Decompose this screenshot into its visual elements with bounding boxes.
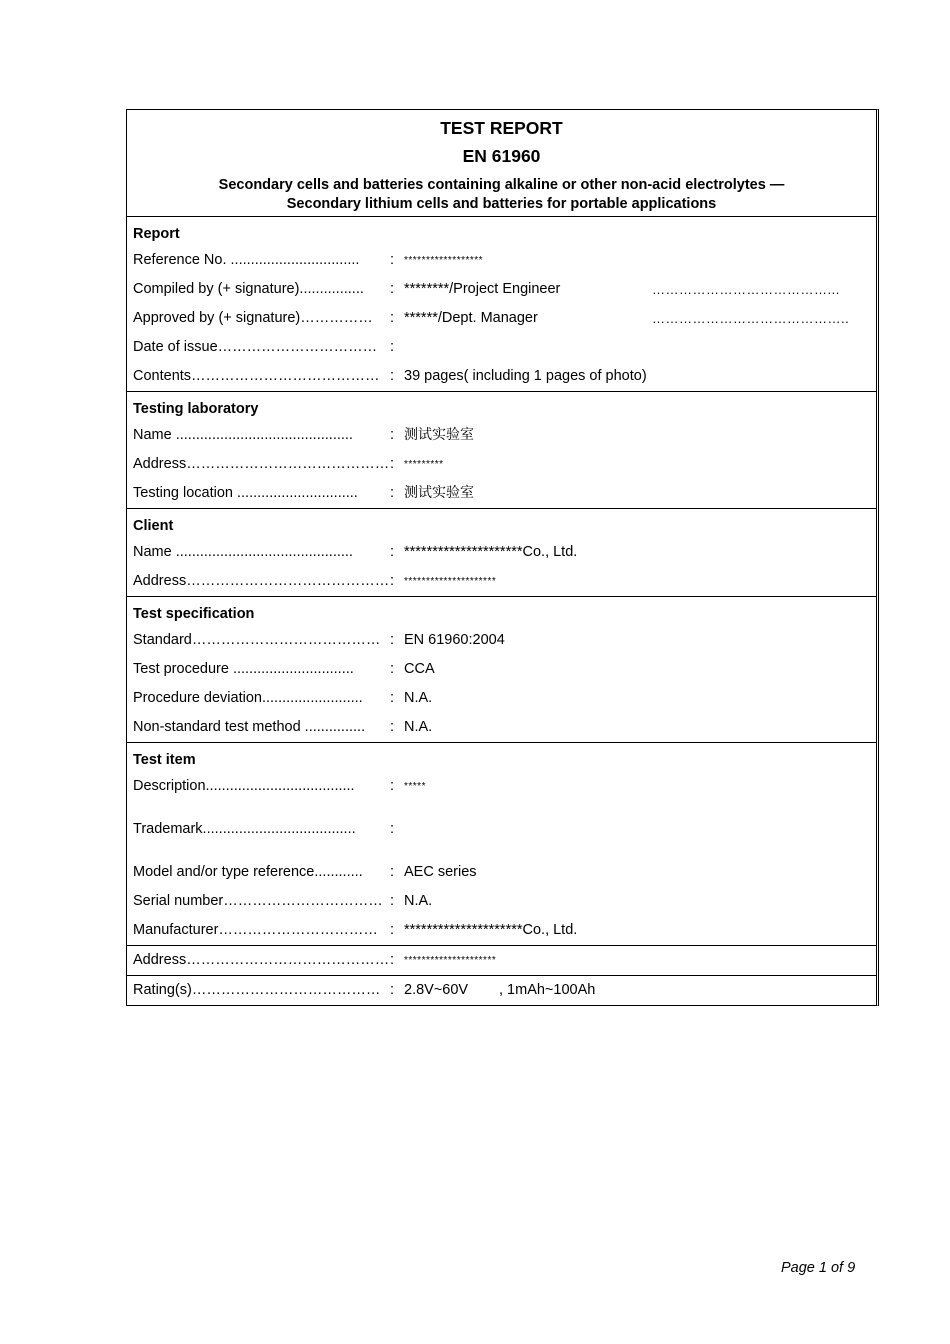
nonstandard-label: Non-standard test method ............... xyxy=(133,719,366,735)
colon: : xyxy=(390,690,395,706)
reference-label: Reference No. ................................ xyxy=(133,252,360,268)
row-contents xyxy=(127,362,876,391)
report-title: TEST REPORT xyxy=(440,118,563,138)
section-client xyxy=(127,509,876,597)
colon: : xyxy=(390,544,395,560)
model-value: AEC series xyxy=(404,864,477,880)
row-lab-name xyxy=(127,421,876,450)
approved-label: Approved by (+ signature)…………… xyxy=(133,310,373,326)
manufacturer-value: *********************Co., Ltd. xyxy=(404,922,578,938)
section-test-specification xyxy=(127,597,876,743)
description-value: ***** xyxy=(404,781,426,792)
lab-address-label: Address…………………………………… xyxy=(133,456,390,472)
deviation-label: Procedure deviation......................... xyxy=(133,690,363,706)
row-description xyxy=(127,772,876,815)
row-reference xyxy=(127,246,876,275)
manufacturer-address-value: ********************* xyxy=(404,955,497,966)
standard-value: EN 61960:2004 xyxy=(404,632,505,648)
row-standard xyxy=(127,626,876,655)
compiled-value: ********/Project Engineer xyxy=(404,281,561,297)
section-title-report: Report xyxy=(133,226,180,242)
row-date-of-issue xyxy=(127,333,876,362)
subtitle-line-1: Secondary cells and batteries containing alkaline or other non-acid electrolytes — xyxy=(218,177,785,193)
section-rating xyxy=(127,976,876,1005)
section-report xyxy=(127,217,876,392)
client-name-value: *********************Co., Ltd. xyxy=(404,544,578,560)
section-title-spec: Test specification xyxy=(133,606,255,622)
trademark-label: Trademark...................................... xyxy=(133,821,356,837)
colon: : xyxy=(390,778,395,794)
rating-capacity: , 1mAh~100Ah xyxy=(499,982,596,998)
row-rating xyxy=(127,976,876,1005)
compiled-label: Compiled by (+ signature)................ xyxy=(133,281,364,297)
section-title-lab: Testing laboratory xyxy=(133,401,259,417)
section-title-client: Client xyxy=(133,518,174,534)
rating-label: Rating(s)………………………………… xyxy=(133,982,381,998)
approved-value: ******/Dept. Manager xyxy=(404,310,538,326)
section-title-item: Test item xyxy=(133,752,196,768)
client-address-value: ********************* xyxy=(404,576,497,587)
section-testing-laboratory xyxy=(127,392,876,509)
standard-label: Standard………………………………… xyxy=(133,632,381,648)
section-test-item xyxy=(127,743,876,946)
colon: : xyxy=(390,573,395,589)
colon: : xyxy=(390,339,395,355)
colon: : xyxy=(390,281,395,297)
lab-name-label: Name ............................................ xyxy=(133,427,353,443)
colon: : xyxy=(390,893,395,909)
lab-location-label: Testing location .............................. xyxy=(133,485,358,501)
serial-value: N.A. xyxy=(404,893,433,909)
subtitle xyxy=(127,176,876,214)
row-client-address xyxy=(127,567,876,596)
colon: : xyxy=(390,864,395,880)
model-label: Model and/or type reference............ xyxy=(133,864,363,880)
procedure-label: Test procedure .............................. xyxy=(133,661,354,677)
contents-value: 39 pages( including 1 pages of photo) xyxy=(404,368,647,384)
approved-signature-line: …………………………………….. xyxy=(652,311,850,326)
compiled-signature-line: …………………………………... xyxy=(652,282,840,297)
procedure-value: CCA xyxy=(404,661,435,677)
colon: : xyxy=(390,719,395,735)
row-trademark xyxy=(127,815,876,858)
row-manufacturer-address xyxy=(127,946,876,975)
subtitle-line-2: Secondary lithium cells and batteries for portable applications xyxy=(286,196,717,212)
client-name-label: Name ............................................ xyxy=(133,544,353,560)
row-serial-number xyxy=(127,887,876,916)
report-frame xyxy=(126,109,879,1006)
manufacturer-address-label: Address…………………………………… xyxy=(133,952,390,968)
row-client-name xyxy=(127,538,876,567)
lab-location-value: 测试实验室 xyxy=(404,485,474,501)
manufacturer-label: Manufacturer…………………………… xyxy=(133,922,378,938)
colon: : xyxy=(390,427,395,443)
colon: : xyxy=(390,632,395,648)
deviation-value: N.A. xyxy=(404,690,433,706)
row-lab-location xyxy=(127,479,876,508)
colon: : xyxy=(390,922,395,938)
lab-address-value: ********* xyxy=(404,459,444,470)
colon: : xyxy=(390,368,395,384)
standard-title: EN 61960 xyxy=(462,146,541,166)
rating-voltage: 2.8V~60V xyxy=(404,982,469,998)
section-manufacturer-address xyxy=(127,946,876,976)
colon: : xyxy=(390,821,395,837)
row-approved xyxy=(127,304,876,333)
colon: : xyxy=(390,661,395,677)
description-label: Description..................................... xyxy=(133,778,355,794)
colon: : xyxy=(390,982,395,998)
page-number: Page 1 of 9 xyxy=(781,1260,856,1276)
lab-name-value: 测试实验室 xyxy=(404,427,474,443)
client-address-label: Address…………………………………… xyxy=(133,573,390,589)
date-label: Date of issue…………………………… xyxy=(133,339,378,355)
colon: : xyxy=(390,252,395,268)
nonstandard-value: N.A. xyxy=(404,719,433,735)
row-procedure-deviation xyxy=(127,684,876,713)
colon: : xyxy=(390,952,395,968)
contents-label: Contents………………………………… xyxy=(133,368,380,384)
row-non-standard-method xyxy=(127,713,876,742)
row-compiled xyxy=(127,275,876,304)
colon: : xyxy=(390,456,395,472)
report-header xyxy=(127,110,876,217)
row-manufacturer xyxy=(127,916,876,945)
row-lab-address xyxy=(127,450,876,479)
colon: : xyxy=(390,485,395,501)
colon: : xyxy=(390,310,395,326)
reference-value: ****************** xyxy=(404,255,484,266)
serial-label: Serial number…………………………… xyxy=(133,893,383,909)
row-test-procedure xyxy=(127,655,876,684)
row-model xyxy=(127,858,876,887)
